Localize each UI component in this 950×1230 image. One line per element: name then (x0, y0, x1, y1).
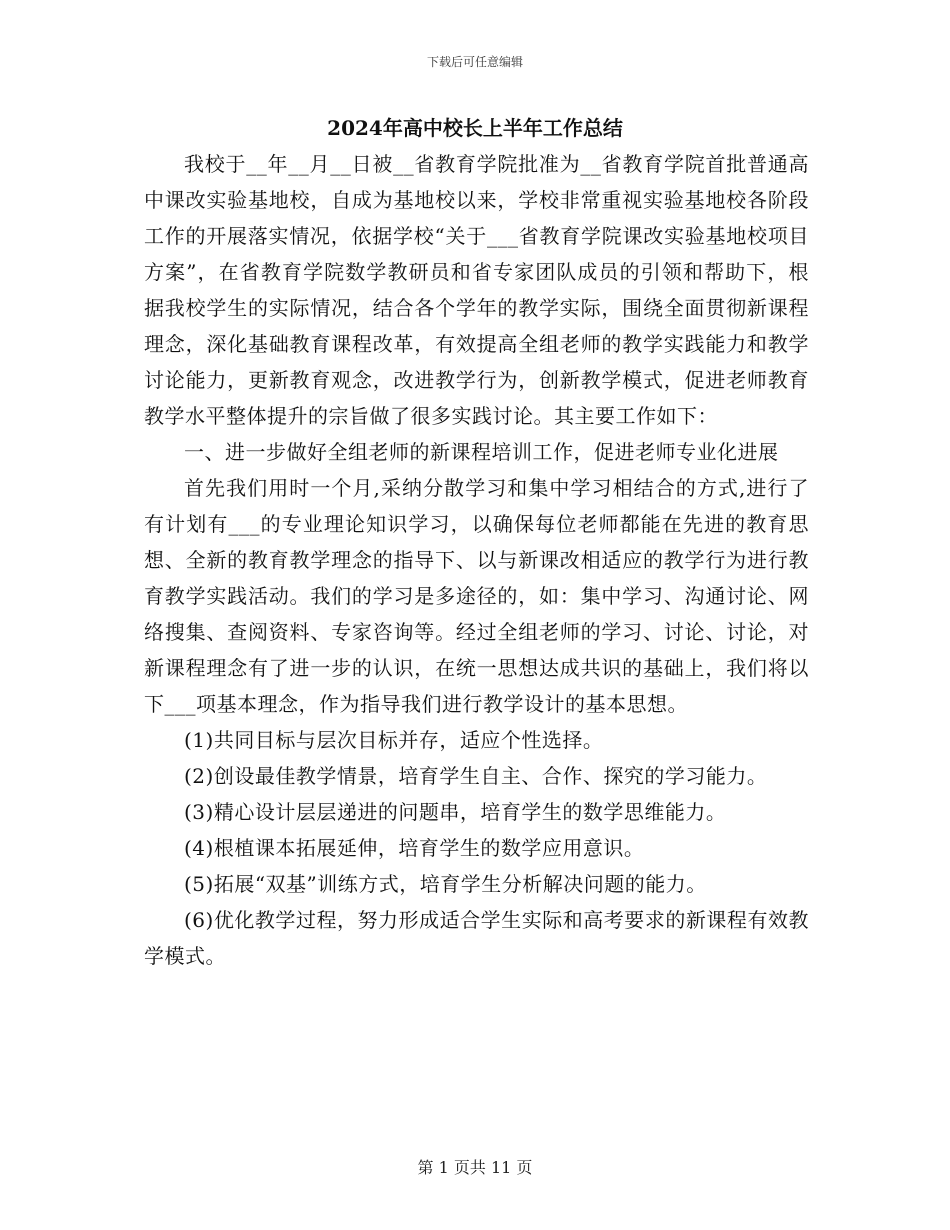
paragraph-training: 首先我们用时一个月,采纳分散学习和集中学习相结合的方式,进行了有计划有___的专业理论知识学习，以确保每位老师都能在先进的教育思想、全新的教育教学理念的指导下、以与新课改相适应的教学行为进行教育教学实践活动。我们的学习是多途径的，如：集中学习、沟通讨论、网络搜集、查阅资料、专家咨询等。经过全组老师的学习、讨论、讨论，对新课程理念有了进一步的认识，在统一思想达成共识的基础上，我们将以下___项基本理念，作为指导我们进行教学设计的基本思想。 (144, 476, 809, 716)
section-heading-1: 一、进一步做好全组老师的新课程培训工作，促进老师专业化进展 (184, 440, 779, 464)
header-note: 下载后可任意编辑 (426, 55, 523, 69)
page-number: 第 1 页共 11 页 (417, 1158, 533, 1177)
list-item: (5)拓展“双基”训练方式，培育学生分析解决问题的能力。 (184, 872, 707, 896)
list-item: (2)创设最佳教学情景，培育学生自主、合作、探究的学习能力。 (184, 764, 768, 788)
list-item: (1)共同目标与层次目标并存，适应个性选择。 (184, 728, 604, 752)
document-body (144, 146, 809, 974)
document-title: 2024年高中校长上半年工作总结 (327, 116, 623, 140)
list-item: (3)精心设计层层递进的问题串，培育学生的数学思维能力。 (184, 800, 727, 824)
paragraph-intro: 我校于__年__月__日被__省教育学院批准为__省教育学院首批普通高中课改实验基地校，自成为基地校以来，学校非常重视实验基地校各阶段工作的开展落实情况，依据学校“关于___省教育学院课改实验基地校项目方案”，在省教育学院数学教研员和省专家团队成员的引领和帮助下，根据我校学生的实际情况，结合各个学年的教学实际，围绕全面贯彻新课程理念，深化基础教育课程改革，有效提高全组老师的教学实践能力和教学讨论能力，更新教育观念，改进教学行为，创新教学模式，促进老师教育教学水平整体提升的宗旨做了很多实践讨论。其主要工作如下： (144, 152, 809, 428)
list-item: (6)优化教学过程，努力形成适合学生实际和高考要求的新课程有效教学模式。 (144, 908, 809, 968)
list-item: (4)根植课本拓展延伸，培育学生的数学应用意识。 (184, 836, 645, 860)
